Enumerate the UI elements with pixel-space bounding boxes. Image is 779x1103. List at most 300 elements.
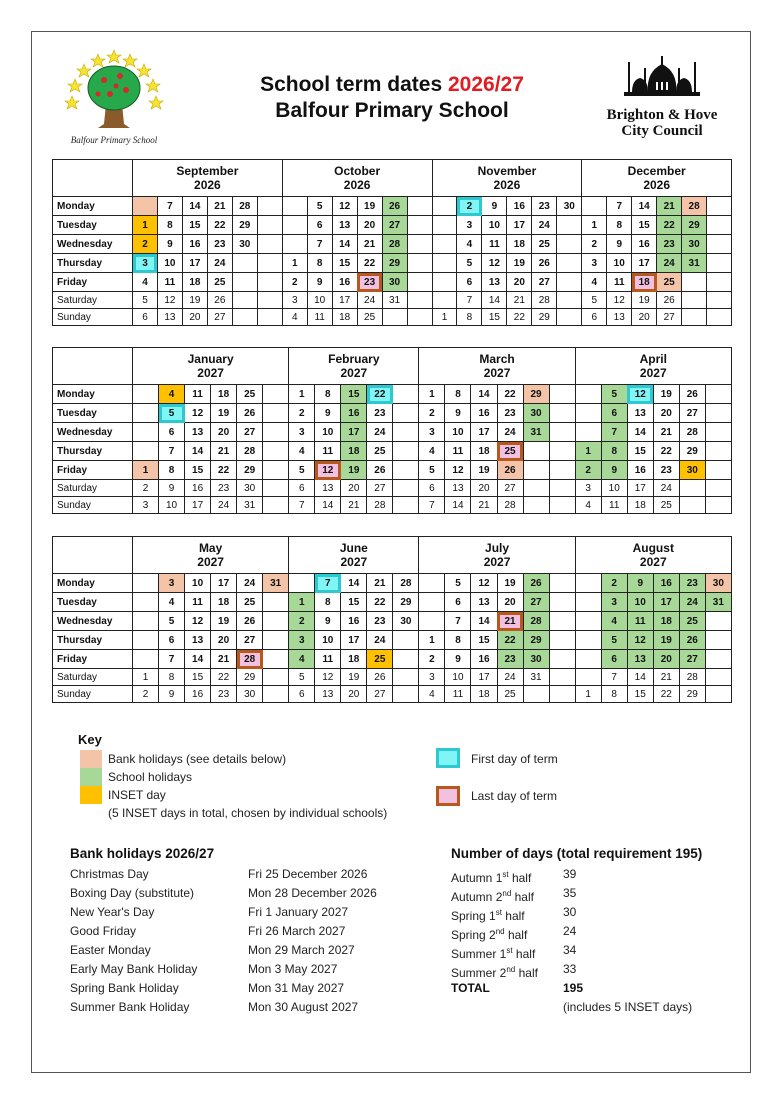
school-holiday-swatch <box>80 768 102 786</box>
date-cell: 26 <box>679 631 705 650</box>
date-cell: 14 <box>185 650 211 669</box>
date-cell: 27 <box>657 309 682 326</box>
date-cell: 19 <box>497 574 523 593</box>
date-cell: 25 <box>367 442 393 461</box>
date-cell: 24 <box>653 480 679 497</box>
date-cell: 7 <box>307 235 332 254</box>
first-day-swatch <box>436 748 460 768</box>
date-cell: 2 <box>601 574 627 593</box>
council-logo <box>602 54 722 139</box>
tree-stars-logo-icon <box>62 46 166 150</box>
date-cell: 23 <box>367 404 393 423</box>
empty-cell <box>575 669 601 686</box>
date-cell: 27 <box>532 273 557 292</box>
empty-cell <box>682 273 707 292</box>
empty-cell <box>393 461 419 480</box>
empty-cell <box>263 385 289 404</box>
date-cell: 25 <box>653 497 679 514</box>
month-name: July <box>485 541 510 555</box>
date-cell: 23 <box>367 612 393 631</box>
empty-cell <box>705 669 731 686</box>
empty-cell <box>682 309 707 326</box>
month-header-may <box>133 537 289 574</box>
date-cell: 2 <box>457 197 482 216</box>
empty-cell <box>705 461 731 480</box>
date-cell: 22 <box>497 631 523 650</box>
date-cell: 22 <box>657 216 682 235</box>
empty-cell <box>549 442 575 461</box>
date-cell: 4 <box>159 593 185 612</box>
corner-cell <box>53 537 133 574</box>
date-cell: 20 <box>471 480 497 497</box>
header <box>32 32 750 152</box>
empty-cell <box>523 686 549 703</box>
date-cell: 15 <box>332 254 357 273</box>
weekday-label: Sunday <box>53 497 133 514</box>
empty-cell <box>393 423 419 442</box>
date-cell: 12 <box>607 292 632 309</box>
date-cell: 8 <box>315 385 341 404</box>
empty-cell <box>407 254 432 273</box>
date-cell: 15 <box>185 461 211 480</box>
empty-cell <box>282 235 307 254</box>
date-cell: 26 <box>367 461 393 480</box>
empty-cell <box>393 385 419 404</box>
date-cell: 10 <box>445 669 471 686</box>
date-cell: 20 <box>507 273 532 292</box>
empty-cell <box>549 631 575 650</box>
empty-cell <box>133 574 159 593</box>
date-cell: 22 <box>653 442 679 461</box>
date-cell: 5 <box>133 292 158 309</box>
date-cell: 27 <box>679 650 705 669</box>
date-cell: 21 <box>211 442 237 461</box>
total-note: (includes 5 INSET days) <box>563 1000 693 1014</box>
month-name: September <box>176 164 239 178</box>
month-name: December <box>627 164 686 178</box>
date-cell: 7 <box>607 197 632 216</box>
empty-cell <box>682 292 707 309</box>
date-cell: 12 <box>482 254 507 273</box>
date-cell: 10 <box>157 254 182 273</box>
date-cell: 6 <box>419 480 445 497</box>
empty-cell <box>407 273 432 292</box>
empty-cell <box>523 442 549 461</box>
date-cell: 11 <box>185 385 211 404</box>
date-cell: 15 <box>482 309 507 326</box>
empty-cell <box>705 480 731 497</box>
weekday-row-saturday <box>53 669 732 686</box>
date-cell: 8 <box>457 309 482 326</box>
date-cell: 21 <box>211 650 237 669</box>
date-cell: 6 <box>601 404 627 423</box>
date-cell: 13 <box>607 309 632 326</box>
date-cell: 25 <box>497 686 523 703</box>
date-cell: 17 <box>632 254 657 273</box>
empty-cell <box>705 404 731 423</box>
month-name: October <box>334 164 381 178</box>
empty-cell <box>705 650 731 669</box>
date-cell: 21 <box>507 292 532 309</box>
holiday-name: Early May Bank Holiday <box>70 962 198 976</box>
date-cell: 14 <box>632 197 657 216</box>
document-title <box>202 72 582 124</box>
date-cell: 8 <box>159 461 185 480</box>
date-cell: 10 <box>307 292 332 309</box>
date-cell: 21 <box>653 423 679 442</box>
date-cell: 26 <box>207 292 232 309</box>
empty-cell <box>557 309 582 326</box>
empty-cell <box>133 631 159 650</box>
date-cell: 27 <box>237 423 263 442</box>
date-cell: 29 <box>523 385 549 404</box>
weekday-row-thursday <box>53 631 732 650</box>
term-days-count: 30 <box>563 905 577 919</box>
date-cell: 2 <box>282 273 307 292</box>
date-cell: 8 <box>315 593 341 612</box>
date-cell: 9 <box>601 461 627 480</box>
date-cell: 19 <box>507 254 532 273</box>
date-cell: 24 <box>497 669 523 686</box>
weekday-row-sunday <box>53 497 732 514</box>
date-cell: 28 <box>523 612 549 631</box>
date-cell: 10 <box>482 216 507 235</box>
date-cell: 31 <box>382 292 407 309</box>
date-cell: 1 <box>575 442 601 461</box>
date-cell: 1 <box>432 309 457 326</box>
date-cell: 23 <box>207 235 232 254</box>
date-cell: 19 <box>653 631 679 650</box>
date-cell: 11 <box>307 309 332 326</box>
empty-cell <box>707 309 732 326</box>
date-cell: 16 <box>471 404 497 423</box>
date-cell: 24 <box>237 574 263 593</box>
calendar-summer-term <box>52 536 732 703</box>
empty-cell <box>393 686 419 703</box>
date-cell: 22 <box>211 669 237 686</box>
date-cell: 23 <box>653 461 679 480</box>
weekday-label: Monday <box>53 197 133 216</box>
empty-cell <box>257 216 282 235</box>
date-cell: 5 <box>289 669 315 686</box>
weekday-row-wednesday <box>53 612 732 631</box>
term-days-count: 39 <box>563 867 577 881</box>
date-cell: 18 <box>341 650 367 669</box>
date-cell: 28 <box>682 197 707 216</box>
date-cell: 21 <box>471 497 497 514</box>
date-cell: 18 <box>341 442 367 461</box>
date-cell: 4 <box>457 235 482 254</box>
term-days-count: 24 <box>563 924 577 938</box>
month-year: 2026 <box>643 178 671 192</box>
date-cell: 3 <box>457 216 482 235</box>
date-cell: 19 <box>341 669 367 686</box>
holiday-date: Mon 31 May 2027 <box>248 981 345 995</box>
empty-cell <box>133 593 159 612</box>
holiday-name: Christmas Day <box>70 867 149 881</box>
empty-cell <box>575 612 601 631</box>
date-cell: 6 <box>289 480 315 497</box>
empty-cell <box>382 309 407 326</box>
empty-cell <box>432 254 457 273</box>
council-name-line1: Brighton & Hove <box>606 107 718 123</box>
date-cell: 1 <box>133 461 159 480</box>
date-cell: 5 <box>457 254 482 273</box>
weekday-row-friday <box>53 461 732 480</box>
key-first-label: First day of term <box>471 752 558 766</box>
date-cell: 27 <box>237 631 263 650</box>
date-cell: 23 <box>497 650 523 669</box>
term-days-count: 34 <box>563 943 577 957</box>
date-cell: 4 <box>419 686 445 703</box>
date-cell: 17 <box>211 574 237 593</box>
date-cell: 28 <box>382 235 407 254</box>
weekday-label: Tuesday <box>53 404 133 423</box>
empty-cell <box>407 309 432 326</box>
date-cell: 26 <box>237 404 263 423</box>
date-cell: 19 <box>341 461 367 480</box>
empty-cell <box>705 442 731 461</box>
empty-cell <box>393 631 419 650</box>
date-cell: 5 <box>159 404 185 423</box>
date-cell: 18 <box>211 385 237 404</box>
term-days-row <box>451 922 741 941</box>
month-header-april <box>575 348 731 385</box>
date-cell: 1 <box>419 385 445 404</box>
month-year: 2027 <box>340 366 368 380</box>
term-name: Spring 2nd half <box>451 927 528 942</box>
date-cell: 16 <box>632 235 657 254</box>
date-cell: 10 <box>601 480 627 497</box>
empty-cell <box>257 197 282 216</box>
empty-cell <box>263 669 289 686</box>
date-cell: 16 <box>182 235 207 254</box>
date-cell: 25 <box>237 593 263 612</box>
term-days-count: 33 <box>563 962 577 976</box>
empty-cell <box>393 650 419 669</box>
date-cell: 5 <box>307 197 332 216</box>
date-cell: 18 <box>332 309 357 326</box>
empty-cell <box>282 197 307 216</box>
date-cell: 21 <box>357 235 382 254</box>
date-cell: 17 <box>332 292 357 309</box>
date-cell: 31 <box>705 593 731 612</box>
weekday-label: Tuesday <box>53 216 133 235</box>
corner-cell <box>53 160 133 197</box>
date-cell: 31 <box>263 574 289 593</box>
total-value: 195 <box>563 981 584 995</box>
date-cell: 31 <box>682 254 707 273</box>
date-cell: 13 <box>627 404 653 423</box>
date-cell: 28 <box>393 574 419 593</box>
empty-cell <box>582 197 607 216</box>
date-cell: 3 <box>289 423 315 442</box>
weekday-row-thursday <box>53 254 732 273</box>
weekday-row-wednesday <box>53 423 732 442</box>
holiday-name: Good Friday <box>70 924 137 938</box>
month-name: April <box>639 352 667 366</box>
date-cell: 15 <box>627 442 653 461</box>
date-cell: 5 <box>445 574 471 593</box>
date-cell: 9 <box>315 404 341 423</box>
weekday-row-tuesday <box>53 593 732 612</box>
date-cell: 23 <box>357 273 382 292</box>
date-cell: 28 <box>532 292 557 309</box>
date-cell: 30 <box>679 461 705 480</box>
date-cell: 27 <box>497 480 523 497</box>
date-cell: 30 <box>232 235 257 254</box>
date-cell: 4 <box>289 442 315 461</box>
weekday-label: Tuesday <box>53 593 133 612</box>
month-name: May <box>198 541 223 555</box>
date-cell: 29 <box>679 686 705 703</box>
month-year: 2027 <box>483 555 511 569</box>
date-cell: 24 <box>357 292 382 309</box>
date-cell: 4 <box>282 309 307 326</box>
month-name: February <box>328 352 380 366</box>
date-cell: 3 <box>601 593 627 612</box>
date-cell: 30 <box>382 273 407 292</box>
date-cell: 22 <box>653 686 679 703</box>
date-cell: 3 <box>419 669 445 686</box>
empty-cell <box>549 404 575 423</box>
term-days-count: 35 <box>563 886 577 900</box>
date-cell: 18 <box>507 235 532 254</box>
date-cell: 13 <box>627 650 653 669</box>
calendar-spring-term <box>52 347 732 514</box>
date-cell: 11 <box>627 612 653 631</box>
date-cell: 17 <box>507 216 532 235</box>
bank-holiday-row <box>70 903 430 922</box>
date-cell: 10 <box>159 497 185 514</box>
weekday-row-sunday <box>53 309 732 326</box>
date-cell: 18 <box>182 273 207 292</box>
empty-cell <box>575 423 601 442</box>
date-cell: 27 <box>367 480 393 497</box>
pavilion-domes-icon <box>622 54 702 98</box>
date-cell: 6 <box>307 216 332 235</box>
date-cell: 30 <box>682 235 707 254</box>
date-cell: 14 <box>471 612 497 631</box>
date-cell: 18 <box>653 612 679 631</box>
date-cell: 13 <box>471 593 497 612</box>
date-cell: 10 <box>627 593 653 612</box>
key-inset-note: (5 INSET days in total, chosen by individual schools) <box>108 806 388 820</box>
date-cell: 12 <box>627 385 653 404</box>
date-cell: 26 <box>237 612 263 631</box>
date-cell: 3 <box>289 631 315 650</box>
date-cell: 23 <box>679 574 705 593</box>
month-header-august <box>575 537 731 574</box>
key-school-label: School holidays <box>108 770 193 784</box>
date-cell: 2 <box>133 686 159 703</box>
date-cell: 12 <box>471 574 497 593</box>
term-days-row <box>451 941 741 960</box>
date-cell: 15 <box>627 686 653 703</box>
empty-cell <box>549 385 575 404</box>
term-name: Autumn 2nd half <box>451 889 534 904</box>
date-cell: 9 <box>157 235 182 254</box>
empty-cell <box>133 404 159 423</box>
date-cell: 13 <box>185 631 211 650</box>
date-cell: 24 <box>657 254 682 273</box>
date-cell: 30 <box>523 650 549 669</box>
date-cell: 16 <box>185 686 211 703</box>
empty-cell <box>407 235 432 254</box>
date-cell: 9 <box>159 480 185 497</box>
empty-cell <box>549 669 575 686</box>
empty-cell <box>289 574 315 593</box>
date-cell: 25 <box>367 650 393 669</box>
date-cell: 30 <box>393 612 419 631</box>
month-name: March <box>479 352 515 366</box>
date-cell: 15 <box>185 669 211 686</box>
holiday-name: Boxing Day (substitute) <box>70 886 195 900</box>
date-cell: 11 <box>445 686 471 703</box>
date-cell: 26 <box>679 385 705 404</box>
date-cell: 8 <box>607 216 632 235</box>
bank-holiday-row <box>70 884 430 903</box>
term-name: Summer 1st half <box>451 946 536 961</box>
date-cell: 10 <box>445 423 471 442</box>
date-cell: 5 <box>159 612 185 631</box>
date-cell: 20 <box>497 593 523 612</box>
month-header-october <box>282 160 432 197</box>
date-cell: 23 <box>211 480 237 497</box>
date-cell: 5 <box>419 461 445 480</box>
total-note-row <box>451 998 741 1017</box>
month-header-june <box>289 537 419 574</box>
date-cell: 22 <box>497 385 523 404</box>
date-cell: 4 <box>419 442 445 461</box>
empty-cell <box>707 235 732 254</box>
date-cell: 15 <box>182 216 207 235</box>
key-legend <box>70 732 720 832</box>
month-year: 2027 <box>639 366 667 380</box>
svg-text:Balfour Primary School: Balfour Primary School <box>70 135 158 145</box>
bank-holiday-row <box>70 922 430 941</box>
date-cell: 16 <box>507 197 532 216</box>
date-cell: 15 <box>632 216 657 235</box>
date-cell: 19 <box>211 404 237 423</box>
weekday-row-tuesday <box>53 216 732 235</box>
empty-cell <box>263 480 289 497</box>
empty-cell <box>232 292 257 309</box>
school-logo <box>62 46 166 150</box>
date-cell: 8 <box>601 686 627 703</box>
month-year: 2027 <box>639 555 667 569</box>
empty-cell <box>575 650 601 669</box>
empty-cell <box>575 404 601 423</box>
date-cell: 17 <box>471 423 497 442</box>
date-cell: 23 <box>497 404 523 423</box>
date-cell: 9 <box>315 612 341 631</box>
date-cell: 17 <box>185 497 211 514</box>
holiday-date: Fri 25 December 2026 <box>248 867 368 881</box>
empty-cell <box>419 612 445 631</box>
date-cell: 11 <box>445 442 471 461</box>
key-last-label: Last day of term <box>471 789 558 803</box>
empty-cell <box>523 480 549 497</box>
weekday-row-wednesday <box>53 235 732 254</box>
date-cell: 19 <box>653 385 679 404</box>
date-cell: 3 <box>419 423 445 442</box>
date-cell: 25 <box>497 442 523 461</box>
date-cell: 11 <box>601 497 627 514</box>
date-cell: 22 <box>367 593 393 612</box>
weekday-label: Saturday <box>53 292 133 309</box>
date-cell: 19 <box>632 292 657 309</box>
